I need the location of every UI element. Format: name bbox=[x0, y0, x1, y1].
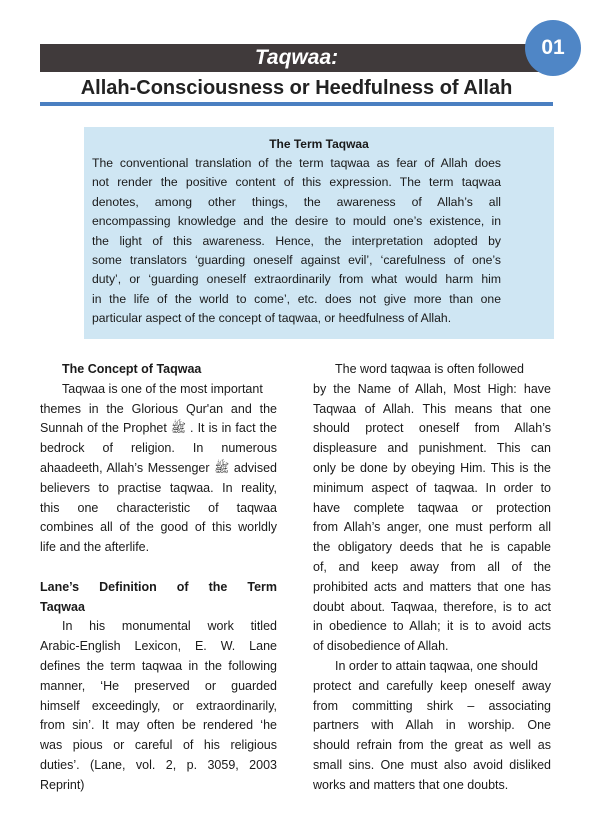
paragraph-line: by the Name of Allah, Most High: have bbox=[313, 381, 551, 396]
section-heading-lane-cont: Taqwaa bbox=[40, 599, 85, 614]
paragraph-line: small sins. One must also avoid disliked bbox=[313, 757, 551, 772]
paragraph-line: himself exceedingly, or extraordinarily, bbox=[40, 698, 277, 713]
term-line: in the life of the world to come’, etc. does not give more than one bbox=[92, 291, 501, 306]
term-box-heading: The Term Taqwaa bbox=[269, 137, 369, 151]
right-column bbox=[313, 360, 551, 796]
paragraph-line: bedrock of religion. In numerous bbox=[40, 441, 277, 456]
term-line: the light of this awareness. Hence, the interpretation adopted by bbox=[92, 233, 501, 248]
paragraph-line: the obligatory deeds that he is capable bbox=[313, 540, 551, 555]
term-line: denotes, among other things, the awareness of Allah’s all bbox=[92, 194, 501, 209]
paragraph-line: Sunnah of the Prophet ﷺ . It is in fact the bbox=[40, 421, 277, 436]
paragraph-line: have complete taqwaa or protection bbox=[313, 500, 551, 515]
paragraph-line: protect and carefully keep oneself away bbox=[313, 678, 551, 693]
paragraph-line: should protect oneself from Allah’s bbox=[313, 421, 551, 436]
paragraph-line: The word taqwaa is often followed bbox=[335, 362, 524, 376]
paragraph-line: Taqwaa is one of the most important bbox=[62, 381, 263, 396]
paragraph-line: life and the afterlife. bbox=[40, 540, 150, 555]
paragraph-line: ahaadeeth, Allah’s Messenger ﷺ advised bbox=[40, 460, 277, 475]
paragraph-line: of, and keep away from all of the bbox=[313, 559, 551, 574]
term-line: duty’, or ‘guarding oneself extraordinarily from what would harm him bbox=[92, 272, 501, 287]
chapter-title-line-2: Allah-Consciousness or Heedfulness of Allah bbox=[80, 77, 513, 99]
paragraph-line: was pious or careful of his religious bbox=[40, 738, 277, 753]
paragraph-line: Taqwaa of Allah. This means that one bbox=[313, 401, 551, 416]
paragraph-line: Reprint) bbox=[40, 777, 85, 792]
paragraph-line: themes in the Glorious Qur'an and the bbox=[40, 401, 277, 416]
paragraph-gap bbox=[40, 558, 277, 578]
left-column bbox=[40, 360, 277, 796]
term-line: not render the positive content of this expression. The term taqwaa bbox=[92, 175, 501, 190]
paragraph-line: duties’. (Lane, vol. 2, p. 3059, 2003 bbox=[40, 757, 277, 772]
chapter-number-badge: 01 bbox=[525, 20, 581, 76]
paragraph-line: this one characteristic of taqwaa bbox=[40, 500, 277, 515]
paragraph-line: minimum aspect of taqwaa. In order to bbox=[313, 480, 551, 495]
paragraph-line: In his monumental work titled bbox=[62, 619, 277, 634]
term-line: The conventional translation of the term taqwaa as fear of Allah does bbox=[92, 156, 501, 170]
section-heading-concept: The Concept of Taqwaa bbox=[62, 362, 202, 376]
section-heading-lane: Lane’s Definition of the Term bbox=[40, 579, 277, 594]
term-box-body bbox=[92, 154, 501, 329]
paragraph-line: prohibited acts and matters that one has bbox=[313, 579, 551, 594]
paragraph-line: Arabic-English Lexicon, E. W. Lane bbox=[40, 639, 277, 654]
term-line: encompassing knowledge and the desire to mould one’s existence, in bbox=[92, 214, 501, 229]
paragraph-line: doubt about. Taqwaa, therefore, is to act bbox=[313, 599, 551, 614]
title-underline bbox=[40, 102, 553, 106]
paragraph-line: defines the term taqwaa in the following bbox=[40, 658, 277, 673]
paragraph-line: combines all of the good of this worldly bbox=[40, 520, 277, 535]
paragraph-line: only be done by obeying Him. This is the bbox=[313, 460, 551, 475]
paragraph-line: of disobedience of Allah. bbox=[313, 639, 449, 654]
chapter-title-line-1: Taqwaa: bbox=[254, 46, 339, 69]
paragraph-line: In order to attain taqwaa, one should bbox=[335, 658, 538, 673]
paragraph-line: from Allah’s anger, one must perform all bbox=[313, 520, 551, 535]
paragraph-line: partners with Allah in worship. One bbox=[313, 718, 551, 733]
paragraph-line: works and matters that one doubts. bbox=[313, 777, 509, 792]
paragraph-line: from committing shirk – associating bbox=[313, 698, 551, 713]
term-line: some translators ‘guarding oneself against evil’, ‘carefulness of one’s bbox=[92, 252, 501, 267]
paragraph-line: displeasure and punishment. This can bbox=[313, 441, 551, 456]
paragraph-line: manner, ‘He preserved or guarded bbox=[40, 678, 277, 693]
term-line: particular aspect of the concept of taqwaa, or heedfulness of Allah. bbox=[92, 311, 452, 326]
paragraph-line: should refrain from the great as well as bbox=[313, 738, 551, 753]
paragraph-line: in obedience to Allah; it is to avoid acts bbox=[313, 619, 551, 634]
paragraph-line: believers to practise taqwaa. In reality, bbox=[40, 480, 277, 495]
paragraph-line: from sin’. It may often be rendered ‘he bbox=[40, 718, 277, 733]
